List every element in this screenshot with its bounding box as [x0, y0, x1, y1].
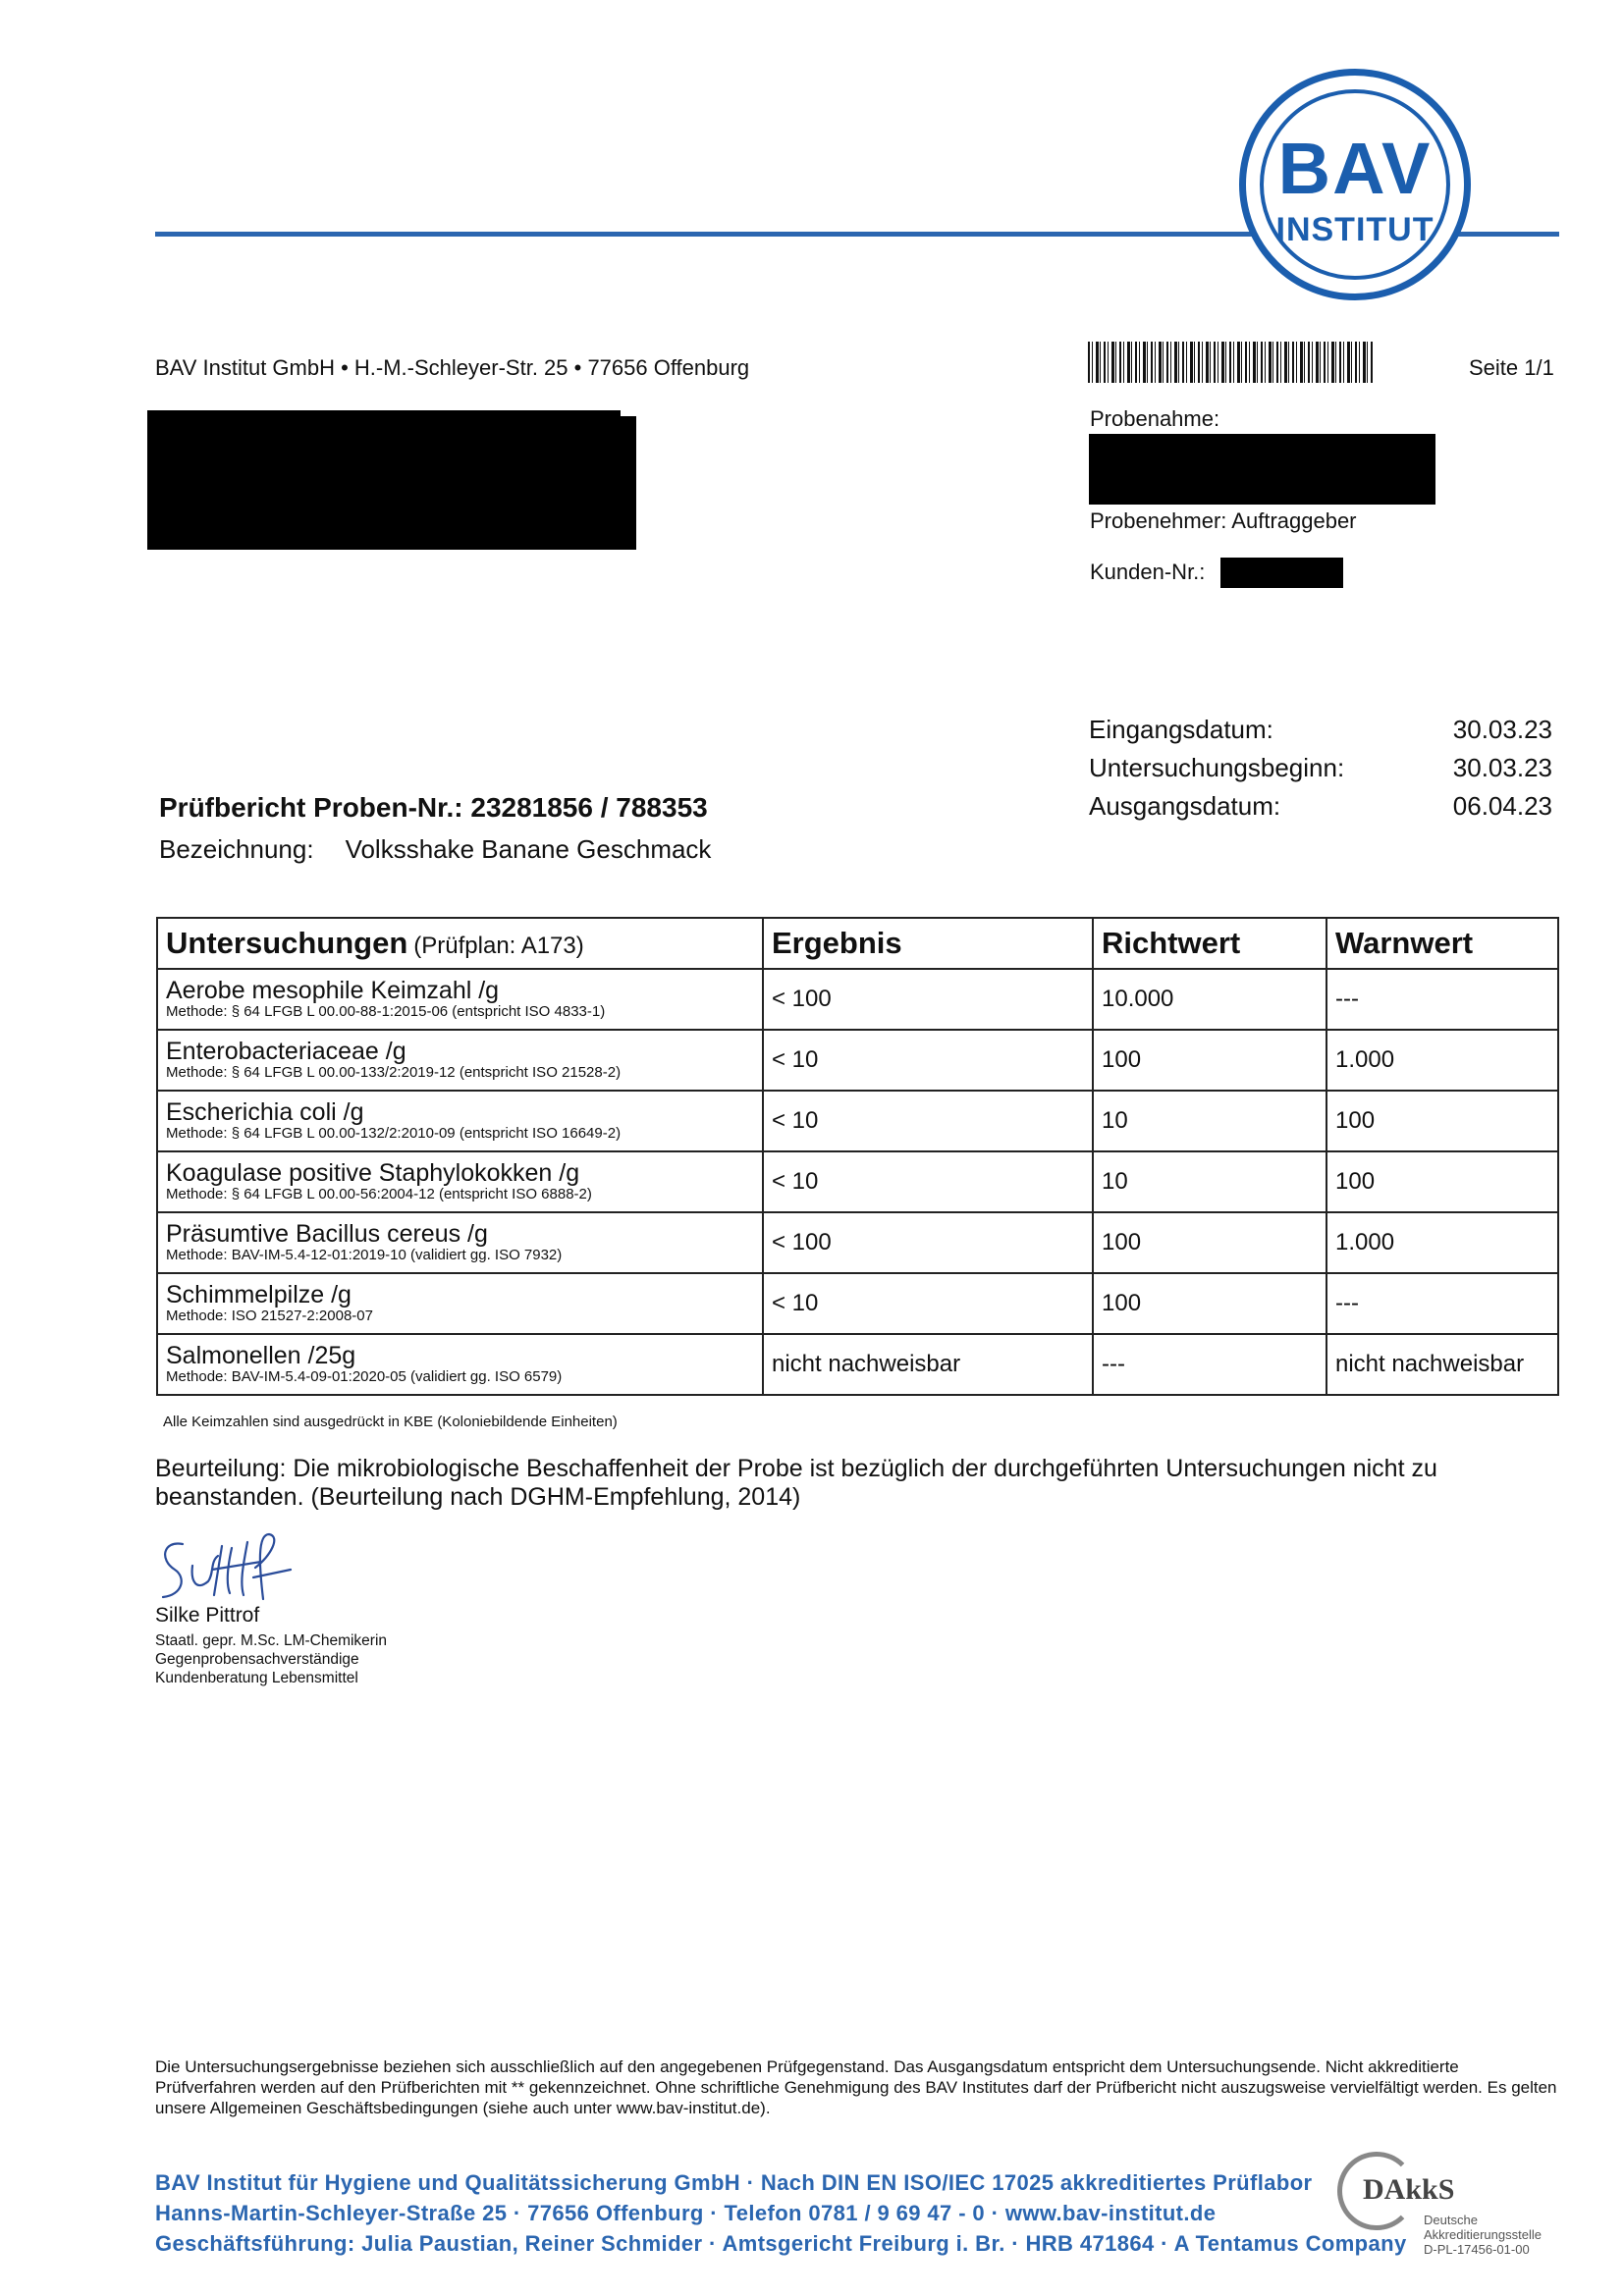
redacted-address-edge: [619, 416, 636, 550]
richtwert-cell: 100: [1093, 1273, 1326, 1334]
date-label: Eingangsdatum:: [1089, 715, 1273, 744]
test-cell: [157, 1334, 763, 1395]
test-method: Methode: § 64 LFGB L 00.00-56:2004-12 (entspricht ISO 6888-2): [166, 1186, 592, 1202]
pruefplan: (Prüfplan: A173): [413, 933, 584, 959]
warnwert-cell: nicht nachweisbar: [1326, 1334, 1558, 1395]
warnwert-cell: ---: [1326, 969, 1558, 1030]
result-cell: < 100: [763, 1212, 1093, 1273]
dakks-sub-line: D-PL-17456-01-00: [1424, 2242, 1530, 2257]
company-footer: [155, 2167, 1407, 2259]
assessment: Beurteilung: Die mikrobiologische Beschaffenheit der Probe ist bezüglich der durchgeführten Untersuchungen nicht zu beanstanden. (Beurteilung nach DGHM-Empfehlung, 2014): [155, 1455, 1437, 1511]
test-method: Methode: ISO 21527-2:2008-07: [166, 1308, 373, 1324]
signatory-name: Silke Pittrof: [155, 1604, 260, 1627]
test-cell: [157, 1151, 763, 1212]
test-method: Methode: BAV-IM-5.4-12-01:2019-10 (validiert gg. ISO 7932): [166, 1247, 563, 1263]
bav-logo: [1239, 69, 1471, 300]
test-method: Methode: § 64 LFGB L 00.00-133/2:2019-12 (entspricht ISO 21528-2): [166, 1064, 622, 1081]
test-name: Salmonellen /25g: [166, 1342, 356, 1369]
page-number: Seite 1/1: [1469, 355, 1554, 380]
richtwert-cell: 100: [1093, 1030, 1326, 1091]
signature: [153, 1526, 330, 1615]
logo-subtext: INSTITUT: [1275, 211, 1435, 248]
table-row: [157, 1212, 1558, 1273]
result-cell: < 10: [763, 1151, 1093, 1212]
date-label: Untersuchungsbeginn:: [1089, 753, 1345, 782]
signatory-line: Gegenprobensachverständige: [155, 1651, 359, 1668]
disclaimer: Die Untersuchungsergebnisse beziehen sich ausschließlich auf den angegebenen Prüfgegenstand. Das Ausgangsdatum entspricht dem Untersuchungsende. Nicht akkreditierte Prüfverfahren werden auf den Prüfberichten mit ** gekennzeichnet. Ohne schriftliche Genehmigung des BAV Institutes darf der Prüfbericht nicht auszugsweise vervielfältigt werden. Es gelten unsere Allgemeinen Geschäftsbedingungen (siehe auch unter www.bav-institut.de).: [155, 2057, 1557, 2117]
header-richtwert: Richtwert: [1093, 918, 1326, 969]
date-row-ausgang: [1089, 791, 1552, 829]
header-ergebnis: Ergebnis: [763, 918, 1093, 969]
designation-value: Volksshake Banane Geschmack: [345, 834, 712, 864]
probenahme-label: Probenahme:: [1090, 406, 1220, 431]
test-method: Methode: § 64 LFGB L 00.00-88-1:2015-06 (entspricht ISO 4833-1): [166, 1003, 606, 1020]
probenehmer: Probenehmer: Auftraggeber: [1090, 508, 1357, 533]
result-cell: nicht nachweisbar: [763, 1334, 1093, 1395]
richtwert-cell: 10: [1093, 1151, 1326, 1212]
logo-text: BAV: [1277, 128, 1433, 209]
dakks-logo: [1337, 2152, 1563, 2260]
richtwert-cell: 10: [1093, 1091, 1326, 1151]
warnwert-cell: 1.000: [1326, 1030, 1558, 1091]
redacted-address: [147, 410, 621, 550]
signatory-titles: [155, 1631, 387, 1687]
warnwert-cell: 1.000: [1326, 1212, 1558, 1273]
test-method: Methode: § 64 LFGB L 00.00-132/2:2010-09 (entspricht ISO 16649-2): [166, 1125, 622, 1142]
designation-label: Bezeichnung:: [159, 834, 314, 864]
date-block: [1089, 715, 1552, 829]
test-name: Schimmelpilze /g: [166, 1281, 352, 1308]
dakks-sub-line: Akkreditierungsstelle: [1424, 2227, 1542, 2242]
footer-line: BAV Institut für Hygiene und Qualitätssicherung GmbH · Nach DIN EN ISO/IEC 17025 akkreditiertes Prüflabor: [155, 2170, 1313, 2195]
date-value: 30.03.23: [1452, 715, 1552, 744]
test-name: Präsumtive Bacillus cereus /g: [166, 1220, 488, 1248]
header-untersuchungen: Untersuchungen (Prüfplan: A173): [157, 918, 763, 969]
richtwert-cell: 100: [1093, 1212, 1326, 1273]
test-cell: [157, 1212, 763, 1273]
table-row: [157, 969, 1558, 1030]
richtwert-cell: 10.000: [1093, 969, 1326, 1030]
test-name: Koagulase positive Staphylokokken /g: [166, 1159, 580, 1187]
table-row: [157, 1151, 1558, 1212]
richtwert-cell: ---: [1093, 1334, 1326, 1395]
redacted-probenahme: [1089, 434, 1435, 505]
result-cell: < 10: [763, 1273, 1093, 1334]
warnwert-cell: ---: [1326, 1273, 1558, 1334]
header-warnwert: Warnwert: [1326, 918, 1558, 969]
date-label: Ausgangsdatum:: [1089, 791, 1281, 821]
signatory-line: Kundenberatung Lebensmittel: [155, 1670, 358, 1686]
kbe-footnote: Alle Keimzahlen sind ausgedrückt in KBE (Koloniebildende Einheiten): [163, 1414, 618, 1430]
date-value: 06.04.23: [1452, 791, 1552, 821]
result-cell: < 10: [763, 1091, 1093, 1151]
footer-line: Geschäftsführung: Julia Paustian, Reiner Schmider · Amtsgericht Freiburg i. Br. · HRB 471864 · A Tentamus Company: [155, 2231, 1407, 2256]
dakks-sub-line: Deutsche: [1424, 2213, 1478, 2227]
date-row-eingang: [1089, 715, 1552, 753]
test-cell: [157, 969, 763, 1030]
test-cell: [157, 1273, 763, 1334]
table-row: [157, 1091, 1558, 1151]
designation: [159, 834, 711, 865]
table-row: [157, 1273, 1558, 1334]
redacted-kunden-nr: [1220, 558, 1343, 588]
table-row: [157, 1334, 1558, 1395]
footer-line: Hanns-Martin-Schleyer-Straße 25 · 77656 Offenburg · Telefon 0781 / 9 69 47 - 0 · www.bav-institut.de: [155, 2201, 1217, 2225]
test-cell: [157, 1091, 763, 1151]
date-row-beginn: [1089, 753, 1552, 791]
table-row: [157, 1030, 1558, 1091]
warnwert-cell: 100: [1326, 1151, 1558, 1212]
sender-line: BAV Institut GmbH • H.-M.-Schleyer-Str. 25 • 77656 Offenburg: [155, 355, 750, 380]
results-table: [156, 917, 1559, 1396]
test-method: Methode: BAV-IM-5.4-09-01:2020-05 (validiert gg. ISO 6579): [166, 1368, 563, 1385]
warnwert-cell: 100: [1326, 1091, 1558, 1151]
barcode: [1088, 342, 1373, 383]
dakks-name: DAkkS: [1363, 2173, 1455, 2206]
signatory-line: Staatl. gepr. M.Sc. LM-Chemikerin: [155, 1632, 388, 1649]
test-name: Escherichia coli /g: [166, 1098, 364, 1126]
result-cell: < 10: [763, 1030, 1093, 1091]
date-value: 30.03.23: [1452, 753, 1552, 782]
result-cell: < 100: [763, 969, 1093, 1030]
dakks-subtext: [1424, 2213, 1542, 2257]
test-name: Aerobe mesophile Keimzahl /g: [166, 977, 500, 1004]
test-cell: [157, 1030, 763, 1091]
report-title: Prüfbericht Proben-Nr.: 23281856 / 788353: [159, 792, 708, 823]
kunden-nr-label: Kunden-Nr.:: [1090, 560, 1206, 584]
test-name: Enterobacteriaceae /g: [166, 1038, 406, 1065]
table-header-row: [157, 918, 1558, 969]
